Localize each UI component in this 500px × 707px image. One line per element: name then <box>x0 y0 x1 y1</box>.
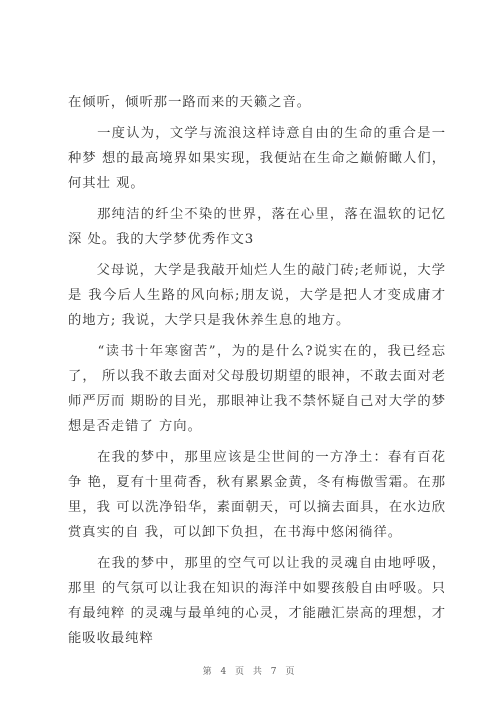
paragraph-4 <box>68 258 446 333</box>
text-line: 我说，大学只是我休养生息的地方。 <box>121 313 351 328</box>
text-line: 的灵魂与最单纯的心灵，才能融汇崇高的理想，才能吸收最纯粹 <box>68 606 447 646</box>
text-line: 我今后人生路的风向标;朋友说，大学是把人才变成庸才的地方; <box>68 288 447 328</box>
paragraph-2 <box>68 121 446 196</box>
text-line: 在倾听，倾听那一路而来的天籁之音。 <box>68 95 312 110</box>
text-line: 艳，夏有十里荷香，秋有累累金黄，冬有梅傲雪霜。在那里，我 <box>68 475 447 515</box>
text-line: 观。 <box>116 176 145 191</box>
paragraph-6 <box>68 445 446 545</box>
paragraph-1 <box>68 90 446 115</box>
text-line: 在我的梦中，那里应该是尘世间的一方净土：春有百花争 <box>68 450 446 490</box>
text-line: 我，可以卸下负担，在书海中悠闲徜徉。 <box>144 525 403 540</box>
text-line: 处。我的大学梦优秀作文3 <box>87 232 255 247</box>
text-line: 在我的梦中，那里的空气可以让我的灵魂自由地呼吸，那里 <box>68 556 446 596</box>
text-line: 父母说，大学是我敲开灿烂人生的敲门砖;老师说，大学是 <box>68 263 446 303</box>
text-line: 方向。 <box>159 419 202 434</box>
text-line: 一度认为，文学与流浪这样诗意自由的生命的重合是一种梦 <box>68 126 446 166</box>
document-body <box>68 90 446 657</box>
text-line: 的气氛可以让我在知识的海洋中如婴孩般自由呼吸。只有最纯粹 <box>68 581 447 621</box>
text-line: 期盼的目光，那眼神让我不禁怀疑自己对大学的梦想是否走错了 <box>68 394 447 434</box>
text-line: 那纯洁的纤尘不染的世界，落在心里，落在温软的记忆深 <box>68 207 446 247</box>
paragraph-7 <box>68 551 446 651</box>
text-line: 所以我不敢去面对父母殷切期望的眼神，不敢去面对老师严厉而 <box>68 369 447 409</box>
text-line: 可以洗净铅华，素面朝天，可以摘去面具，在水边欣赏真实的自 <box>68 500 447 540</box>
paragraph-5 <box>68 339 446 439</box>
paragraph-3 <box>68 202 446 252</box>
text-line: 想的最高境界如果实现，我便站在生命之巅俯瞰人们，何其壮 <box>68 151 447 191</box>
page-number-footer: 第 4 页 共 7 页 <box>202 667 298 677</box>
text-line: “读书十年寒窗苦”，为的是什么?说实在的，我已经忘了， <box>68 344 446 384</box>
